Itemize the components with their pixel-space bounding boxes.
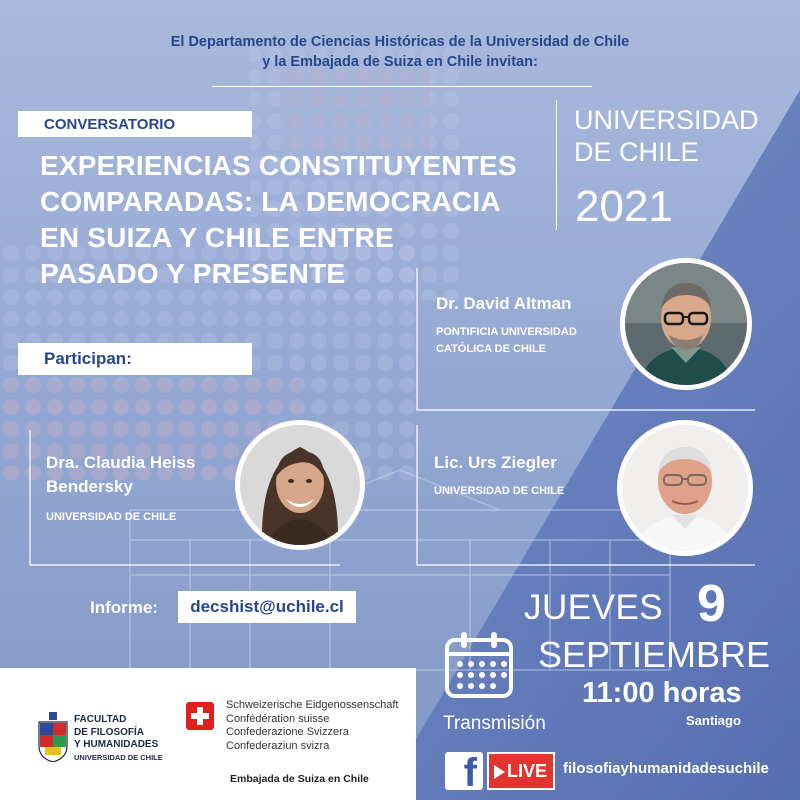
- speaker-ziegler-photo: [617, 420, 753, 556]
- play-icon: [494, 765, 505, 779]
- event-title: [40, 148, 560, 292]
- faculty-crest-icon: [37, 712, 69, 762]
- faculty-line-3: Y HUMANIDADES: [74, 739, 159, 750]
- event-day-name: JUEVES: [524, 588, 664, 627]
- facebook-glyph: f: [463, 751, 477, 795]
- speaker-heiss-photo: [235, 420, 365, 550]
- faculty-line-1: FACULTAD: [74, 714, 127, 725]
- speaker-name-line-1: Dra. Claudia Heiss: [46, 453, 196, 472]
- invitation-line-2: y la Embajada de Suiza en Chile invitan:: [262, 54, 538, 70]
- facebook-icon[interactable]: [445, 751, 483, 795]
- event-time: 11:00 horas: [582, 677, 742, 709]
- speaker-affiliation-line-1: PONTIFICIA UNIVERSIDAD: [436, 326, 577, 338]
- person-portrait-icon: [625, 263, 747, 385]
- event-title-line-4: PASADO Y PRESENTE: [40, 258, 346, 289]
- university-name-line-1: UNIVERSIDAD: [574, 105, 759, 135]
- university-name: [574, 104, 759, 168]
- speaker-altman-photo: [620, 258, 752, 390]
- informe-label: Informe:: [90, 598, 158, 617]
- swiss-flag-icon: [186, 702, 214, 730]
- swiss-line-3: Confederazione Svizzera: [226, 726, 349, 738]
- university-year: 2021: [575, 182, 673, 231]
- participants-label: Participan:: [18, 343, 252, 375]
- university-name-line-2: DE CHILE: [574, 137, 699, 167]
- speaker-heiss: [46, 451, 195, 526]
- speaker-altman: [436, 292, 577, 358]
- person-portrait-icon: [622, 425, 748, 551]
- event-title-line-1: EXPERIENCIAS CONSTITUYENTES: [40, 150, 517, 181]
- university-divider: [556, 100, 557, 230]
- transmission-label: Transmisión: [443, 713, 546, 734]
- speaker-affiliation-line-2: CATÓLICA DE CHILE: [436, 343, 546, 355]
- speaker-name: Dr. David Altman: [436, 294, 572, 313]
- event-day-number: 9: [697, 575, 726, 633]
- conversatorio-tag: CONVERSATORIO: [18, 111, 252, 137]
- swiss-confederation-text: [226, 699, 398, 753]
- invitation-text: [110, 32, 690, 72]
- speaker-affiliation: UNIVERSIDAD DE CHILE: [46, 511, 177, 523]
- speaker-ziegler: [434, 451, 564, 500]
- event-title-line-2: COMPARADAS: LA DEMOCRACIA: [40, 186, 501, 217]
- live-badge[interactable]: [487, 752, 555, 790]
- calendar-icon: [444, 630, 514, 700]
- invitation-line-1: El Departamento de Ciencias Históricas de la Universidad de Chile: [170, 34, 630, 50]
- speaker-affiliation: UNIVERSIDAD DE CHILE: [434, 485, 565, 497]
- speaker-name-line-2: Bendersky: [46, 477, 133, 496]
- event-city: Santiago: [686, 713, 741, 728]
- swiss-line-2: Confédération suisse: [226, 712, 330, 725]
- event-month: SEPTIEMBRE: [538, 634, 771, 675]
- swiss-line-4: Confederaziun svizra: [226, 739, 330, 752]
- swiss-line-1: Schweizerische Eidgenossenschaft: [226, 699, 399, 711]
- live-label: LIVE: [506, 760, 547, 781]
- faculty-line-4: UNIVERSIDAD DE CHILE: [74, 752, 163, 762]
- person-portrait-icon: [240, 425, 360, 545]
- facebook-handle-link[interactable]: filosofiayhumanidadesuchile: [563, 760, 769, 777]
- event-title-line-3: EN SUIZA Y CHILE ENTRE: [40, 222, 394, 253]
- faculty-line-2: DE FILOSOFÍA: [74, 726, 144, 738]
- embassy-label: Embajada de Suiza en Chile: [230, 773, 369, 785]
- faculty-logo-text: [74, 714, 163, 764]
- invitation-divider: [212, 86, 592, 87]
- contact-email-link[interactable]: decshist@uchile.cl: [178, 591, 356, 623]
- speaker-name: Lic. Urs Ziegler: [434, 453, 557, 472]
